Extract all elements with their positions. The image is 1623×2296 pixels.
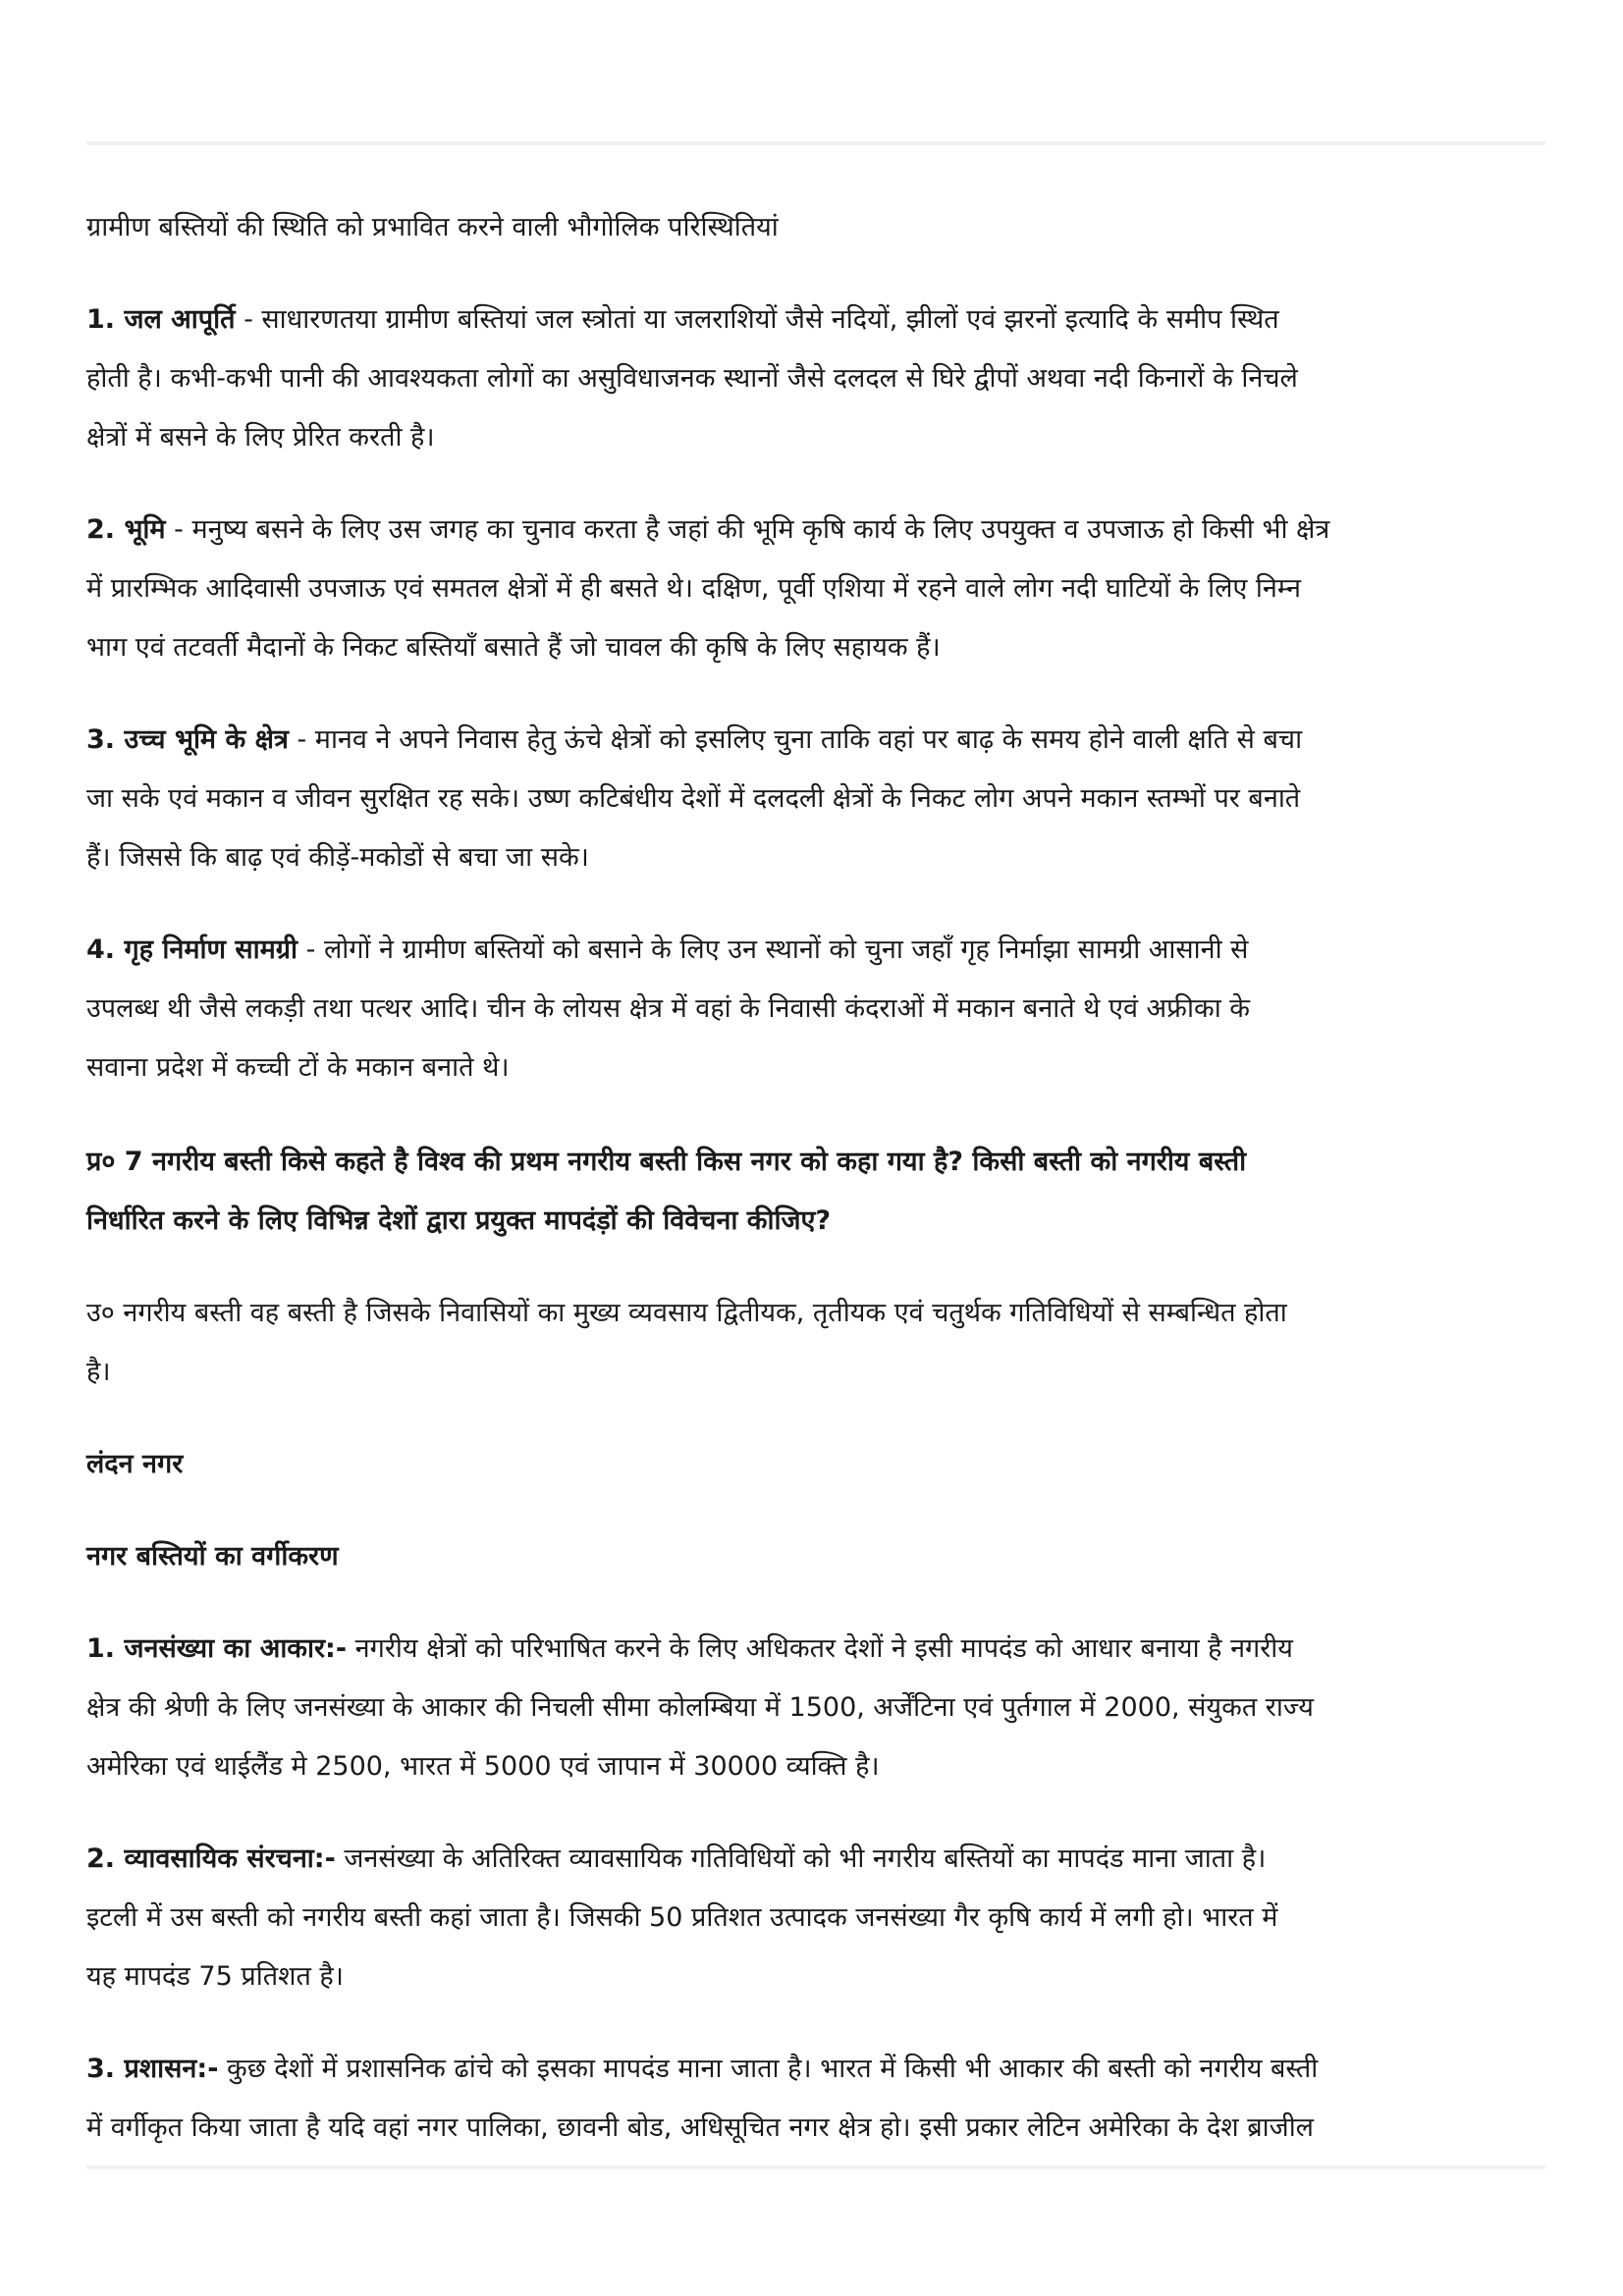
item-label: 3. प्रशासन:-	[86, 2054, 219, 2084]
london-line: लंदन नगर	[86, 1449, 184, 1479]
page-content	[86, 198, 1545, 2158]
paragraph-water-supply: 1. जल आपूर्ति - साधारणतया ग्रामीण बस्तियां जल स्त्रोतां या जलराशियों जैसे नदियों, झीलों एवं झरनों इत्यादि के समीप स्थित होती है। कभी-कभी पानी की आवश्यकता लोगों का असुविधाजनक स्थानों जैसे दलदल से घिरे द्वीपों अथवा नदी किनारों के निचले क्षेत्रों में बसने के लिए प्रेरित करती है।	[86, 304, 1298, 453]
item-label: 1. जल आपूर्ति	[86, 304, 236, 335]
intro-heading: ग्रामीण बस्तियों की स्थिति को प्रभावित करने वाली भौगोलिक परिस्थितियां	[86, 212, 779, 242]
item-label: 4. गृह निर्माण सामग्री	[86, 934, 298, 965]
paragraph-population-size: 1. जनसंख्या का आकार:- नगरीय क्षेत्रों को परिभाषित करने के लिए अधिकतर देशों ने इसी मापदंड को आधार बनाया है नगरीय क्षेत्र की श्रेणी के लिए जनसंख्या के आकार की निचली सीमा कोलम्बिया में 1500, अर्जेंटिना एवं पुर्तगाल में 2000, संयुकत राज्य अमेरिका एवं थाईलैंड मे 2500, भारत में 5000 एवं जापान में 30000 व्यक्ति है।	[86, 1633, 1314, 1782]
question-7: प्र० 7 नगरीय बस्ती किसे कहते है विश्व की प्रथम नगरीय बस्ती किस नगर को कहा गया है? किसी बस्ती को नगरीय बस्ती निर्धारित करने के लिए विभिन्न देशों द्वारा प्रयुक्त मापदंड़ों की विवेचना कीजिए?	[86, 1147, 1247, 1236]
top-divider	[86, 141, 1545, 145]
paragraph-building-material: 4. गृह निर्माण सामग्री - लोगों ने ग्रामीण बस्तियों को बसाने के लिए उन स्थानों को चुना जहाँ गृह निर्माझा सामग्री आसानी से उपलब्ध थी जैसे लकड़ी तथा पत्थर आदि। चीन के लोयस क्षेत्र में वहां के निवासी कंदराओं में मकान बनाते थे एवं अफ्रीका के सवाना प्रदेश में कच्ची टों के मकान बनाते थे।	[86, 934, 1251, 1083]
paragraph-occupational-structure: 2. व्यावसायिक संरचना:- जनसंख्या के अतिरिक्त व्यावसायिक गतिविधियों को भी नगरीय बस्तियों का मापदंड माना जाता है। इटली में उस बस्ती को नगरीय बस्ती कहां जाता है। जिसकी 50 प्रतिशत उत्पादक जनसंख्या गैर कृषि कार्य में लगी हो। भारत में यह मापदंड 75 प्रतिशत है।	[86, 1843, 1278, 1992]
item-label: 3. उच्च भूमि के क्षेत्र	[86, 724, 289, 755]
bottom-divider	[86, 2165, 1545, 2169]
paragraph-land: 2. भूमि - मनुष्य बसने के लिए उस जगह का चुनाव करता है जहां की भूमि कृषि कार्य के लिए उपयुक्त व उपजाऊ हो किसी भी क्षेत्र में प्रारम्भिक आदिवासी उपजाऊ एवं समतल क्षेत्रों में ही बसते थे। दक्षिण, पूर्वी एशिया में रहने वाले लोग नदी घाटियों के लिए निम्न भाग एवं तटवर्ती मैदानों के निकट बस्तियाँ बसाते हैं जो चावल की कृषि के लिए सहायक हैं।	[86, 514, 1330, 663]
item-label: 1. जनसंख्या का आकार:-	[86, 1633, 348, 1664]
classification-heading: नगर बस्तियों का वर्गीकरण	[86, 1541, 339, 1572]
answer-7: उ० नगरीय बस्ती वह बस्ती है जिसके निवासियों का मुख्य व्यवसाय द्वितीयक, तृतीयक एवं चतुर्थक गतिविधियों से सम्बन्धित होता है।	[86, 1298, 1287, 1387]
item-label: 2. भूमि	[86, 514, 166, 545]
paragraph-highland: 3. उच्च भूमि के क्षेत्र - मानव ने अपने निवास हेतु ऊंचे क्षेत्रों को इसलिए चुना ताकि वहां पर बाढ़ के समय होने वाली क्षति से बचा जा सके एवं मकान व जीवन सुरक्षित रह सके। उष्ण कटिबंधीय देशों में दलदली क्षेत्रों के निकट लोग अपने मकान स्तम्भों पर बनाते हैं। जिससे कि बाढ़ एवं कीड़ें-मकोडों से बचा जा सके।	[86, 724, 1303, 873]
item-label: 2. व्यावसायिक संरचना:-	[86, 1843, 336, 1874]
paragraph-administration: 3. प्रशासन:- कुछ देशों में प्रशासनिक ढांचे को इसका मापदंड माना जाता है। भारत में किसी भी आकार की बस्ती को नगरीय बस्ती में वर्गीकृत किया जाता है यदि वहां नगर पालिका, छावनी बोड, अधिसूचित नगर क्षेत्र हो। इसी प्रकार लेटिन अमेरिका के देश ब्राजील	[86, 2054, 1319, 2143]
